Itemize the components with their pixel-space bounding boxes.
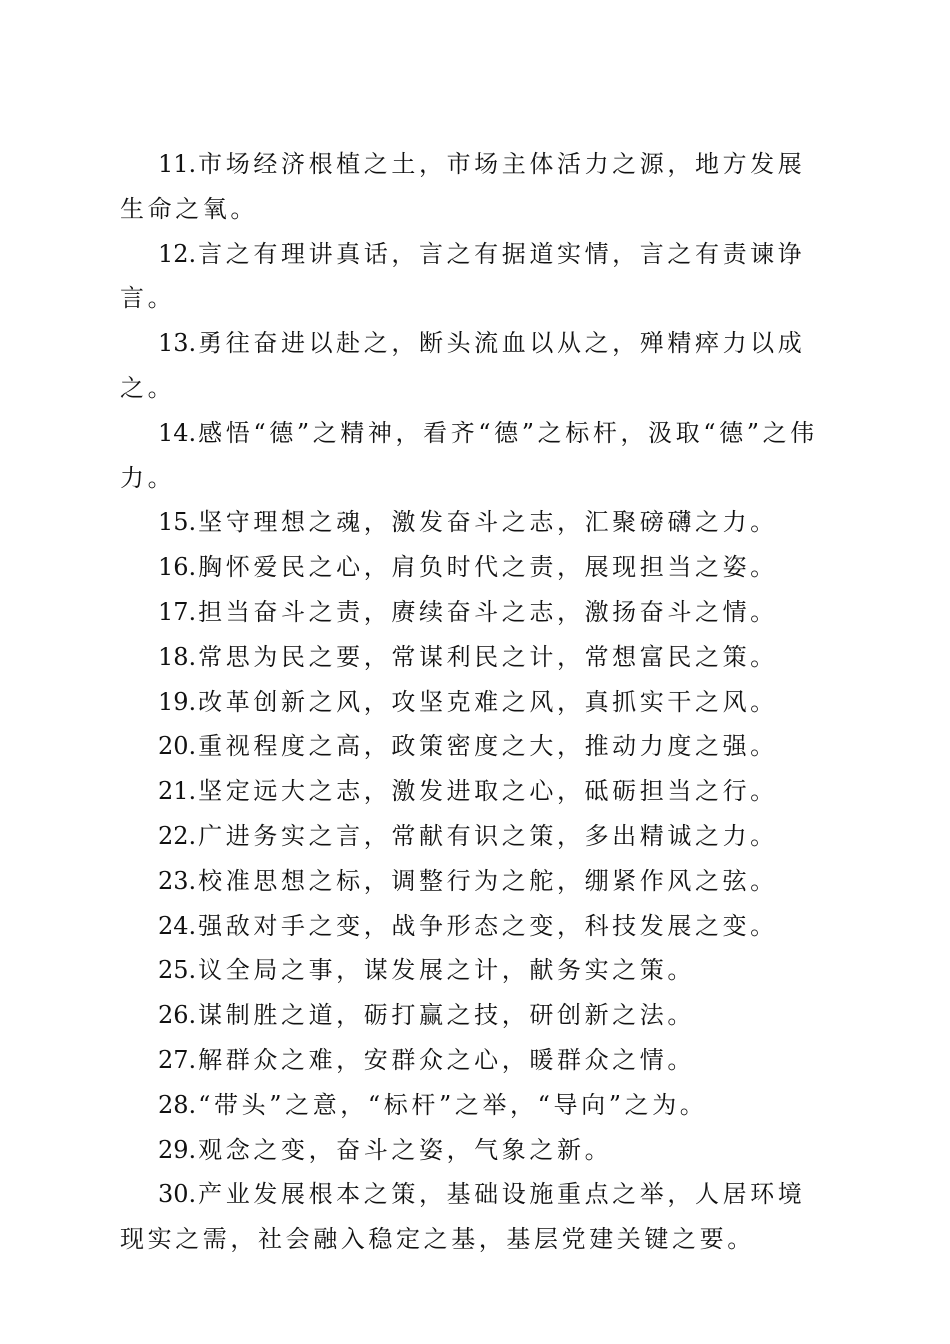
list-item [120,232,832,322]
item-number: 16. [158,553,197,582]
list-item [120,1172,832,1262]
item-number: 12. [158,239,197,268]
item-text: 广进务实之言，常献有识之策，多出精诚之力。 [198,821,778,850]
item-number: 21. [158,777,197,806]
list-item [120,1038,832,1083]
item-text: 胸怀爱民之心，肩负时代之责，展现担当之姿。 [198,553,778,582]
item-text: 改革创新之风，攻坚克难之风，真抓实干之风。 [198,687,778,716]
item-number: 25. [158,956,197,985]
item-text: 观念之变，奋斗之姿，气象之新。 [198,1135,613,1164]
item-number: 11. [158,150,197,178]
item-text: 产业发展根本之策，基础设施重点之举，人居环境现实之需，社会融入稳定之基，基层党建关键之要。 [120,1180,806,1254]
item-number: 20. [158,732,197,761]
item-number: 26. [158,1001,197,1030]
item-text: 解群众之难，安群众之心，暖群众之情。 [198,1045,695,1074]
list-item [120,142,832,232]
list-item [120,1083,832,1128]
list-item [120,814,832,859]
item-text: 坚守理想之魂，激发奋斗之志，汇聚磅礴之力。 [198,508,778,537]
item-number: 23. [158,866,197,895]
item-number: 27. [158,1045,197,1074]
list-item [120,635,832,680]
item-text: 感悟“德”之精神，看齐“德”之标杆，汲取“德”之伟力。 [120,418,818,492]
item-text: 言之有理讲真话，言之有据道实情，言之有责谏诤言。 [120,239,806,313]
list-item [120,1128,832,1173]
list-item [120,769,832,814]
item-text: 校准思想之标，调整行为之舵，绷紧作风之弦。 [198,866,778,895]
item-text: 强敌对手之变，战争形态之变，科技发展之变。 [198,911,778,940]
item-text: 谋制胜之道，砺打赢之技，研创新之法。 [198,1001,695,1030]
list-item [120,321,832,411]
item-number: 30. [158,1180,197,1209]
list-item [120,904,832,949]
item-number: 15. [158,508,197,537]
list-item [120,500,832,545]
list-item [120,859,832,904]
item-text: “带头”之意，“标杆”之举，“导向”之为。 [198,1090,708,1119]
list-item [120,993,832,1038]
item-number: 14. [158,418,197,447]
item-number: 24. [158,911,197,940]
list-item [120,724,832,769]
document-text-block [120,142,832,1262]
list-item [120,590,832,635]
list-item [120,680,832,725]
item-number: 28. [158,1090,197,1119]
item-number: 19. [158,687,197,716]
item-number: 18. [158,642,197,671]
list-item [120,545,832,590]
list-item [120,411,832,501]
item-number: 22. [158,821,197,850]
item-text: 常思为民之要，常谋利民之计，常想富民之策。 [198,642,778,671]
item-text: 市场经济根植之土，市场主体活力之源，地方发展生命之氧。 [120,150,806,223]
item-text: 担当奋斗之责，赓续奋斗之志，激扬奋斗之情。 [198,597,778,626]
item-text: 重视程度之高，政策密度之大，推动力度之强。 [198,732,778,761]
item-number: 29. [158,1135,197,1164]
item-text: 勇往奋进以赴之，断头流血以从之，殚精瘁力以成之。 [120,329,806,402]
item-text: 坚定远大之志，激发进取之心，砥砺担当之行。 [198,777,778,806]
item-number: 13. [158,329,197,358]
item-number: 17. [158,597,197,626]
item-text: 议全局之事，谋发展之计，献务实之策。 [198,956,695,985]
list-item [120,948,832,993]
